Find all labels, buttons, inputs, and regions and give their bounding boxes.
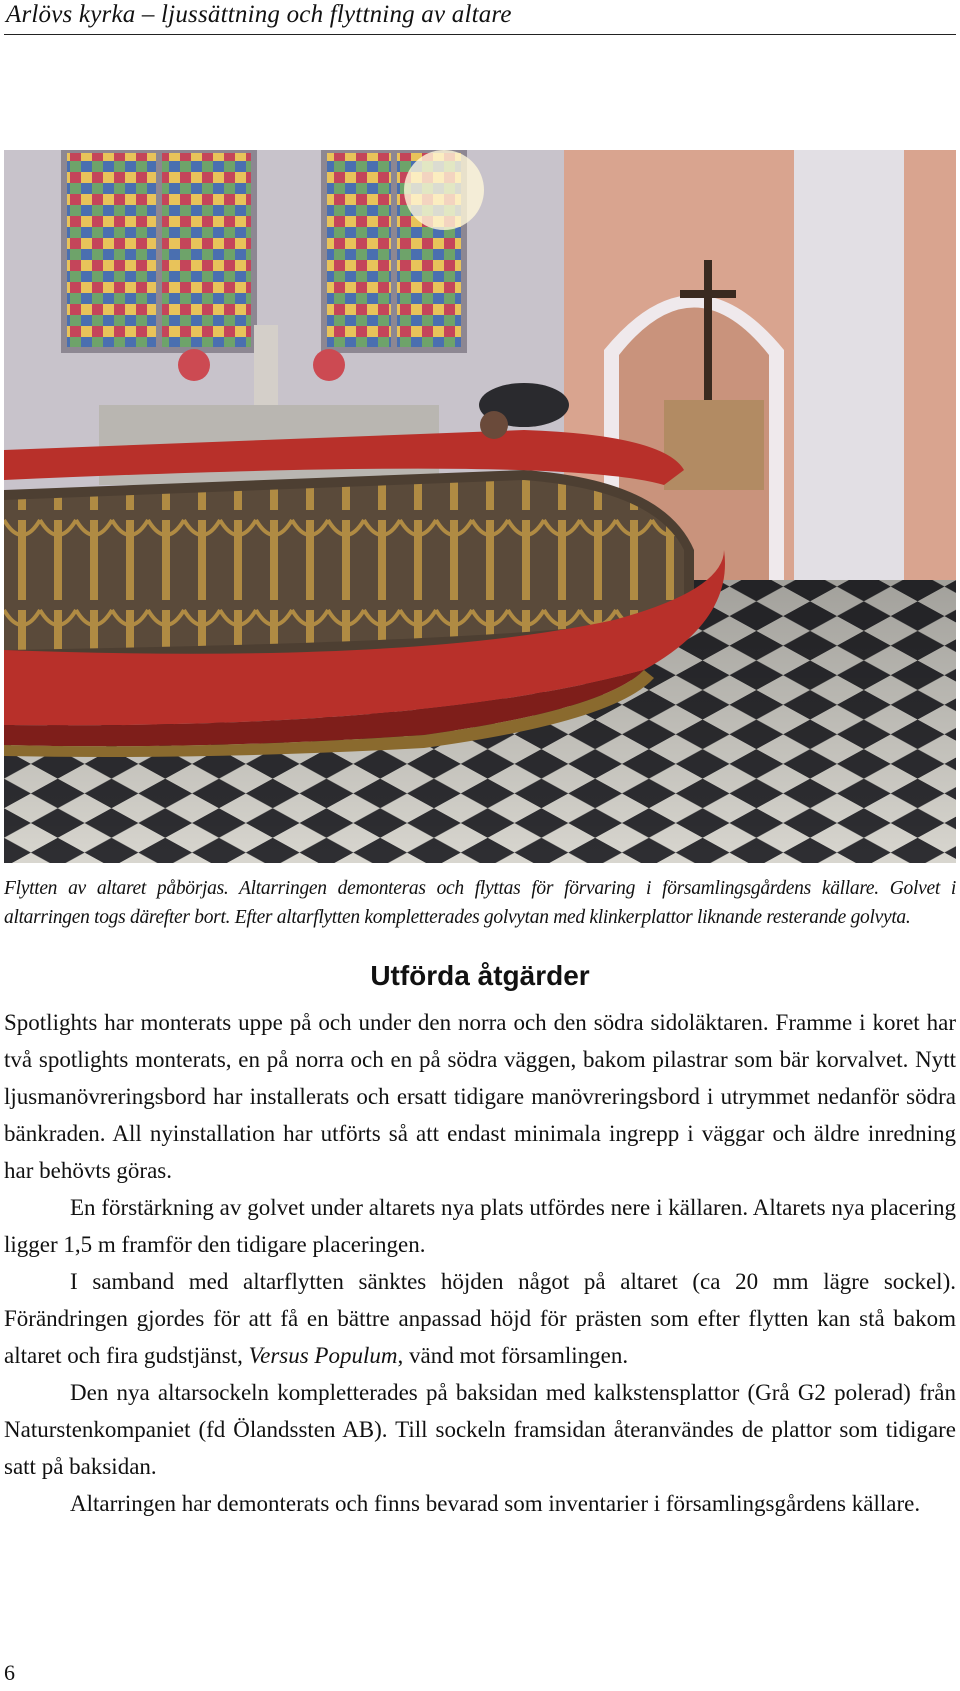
figure-caption: Flytten av altaret påbörjas. Altarringen demonteras och flyttas för förvaring i församlingsgårdens källare. Golvet i altarringen togs därefter bort. Efter altarflytten kompletterades golvytan med klinkerplattor liknande resterande golvyta. bbox=[4, 878, 956, 928]
paragraph-3-text-before: I samband med altarflytten sänktes höjden något på altaret (ca 20 mm lägre sockel). Förändringen gjordes för att få en bättre anpassad höjd för prästen som efter flytten kan stå bakom altaret och fira gudstjänst, bbox=[4, 1269, 956, 1368]
church-altar-photo-icon bbox=[4, 150, 956, 863]
running-title: Arlövs kyrka – ljussättning och flyttning av altare bbox=[6, 1, 512, 28]
paragraph-5: Altarringen har demonterats och finns bevarad som inventarier i församlingsgårdens källare. bbox=[70, 1491, 921, 1516]
page-number: 6 bbox=[4, 1660, 15, 1685]
paragraph-4: Den nya altarsockeln kompletterades på baksidan med kalkstensplattor (Grå G2 polerad) från Naturstenkompaniet (fd Ölandssten AB). Till sockeln framsidan återanvändes de plattor som tidigare satt på baksidan. bbox=[4, 1380, 956, 1479]
section-body bbox=[4, 1004, 956, 1522]
running-header bbox=[4, 0, 956, 35]
paragraph-3-text-after: , vänd mot församlingen. bbox=[397, 1343, 629, 1368]
paragraph-2: En förstärkning av golvet under altarets nya plats utfördes nere i källaren. Altarets nya placering ligger 1,5 m framför den tidigare placeringen. bbox=[4, 1195, 956, 1257]
altar-photo bbox=[4, 150, 956, 863]
paragraph-3 bbox=[4, 1263, 956, 1374]
section-heading: Utförda åtgärder bbox=[370, 960, 590, 991]
paragraph-3-emphasis: Versus Populum bbox=[248, 1343, 398, 1368]
paragraph-1: Spotlights har monterats uppe på och under den norra och den södra sidoläktaren. Framme i koret har två spotlights monterats, en på norra och en på södra väggen, bakom pilastrar som bär korvalvet. Nytt ljusmanövreringsbord har installerats och ersatt tidigare manövreringsbord i utrymmet nedanför södra bänkraden. All nyinstallation har utförts så att endast minimala ingrepp i väggar och äldre inredning har behövts göras. bbox=[4, 1010, 956, 1183]
